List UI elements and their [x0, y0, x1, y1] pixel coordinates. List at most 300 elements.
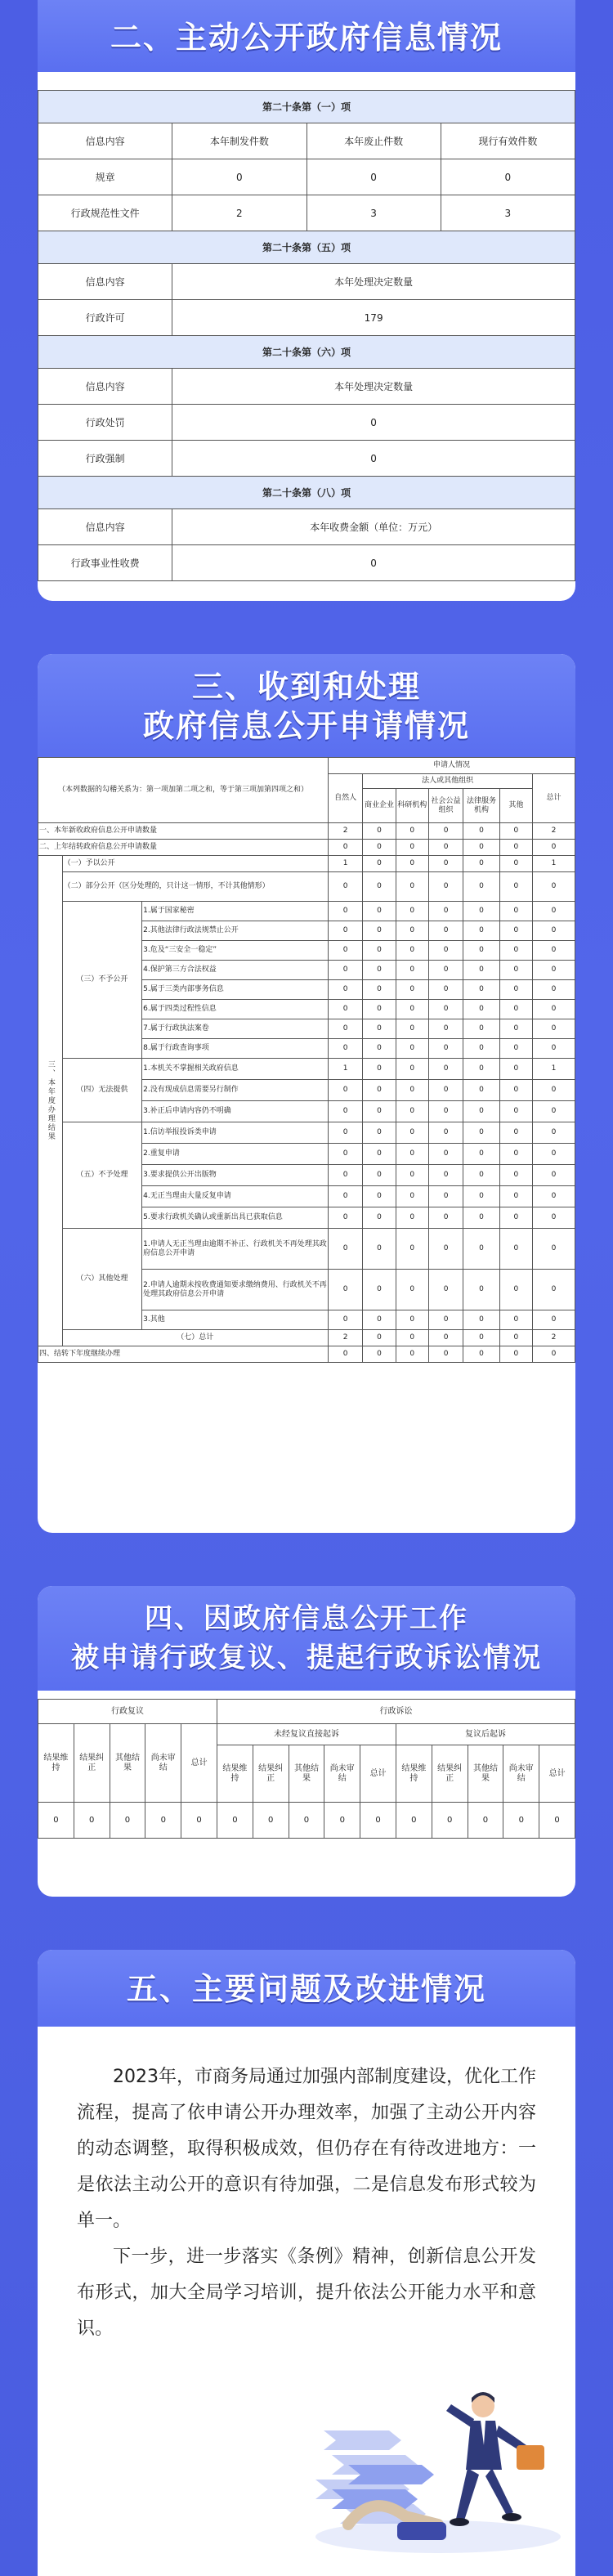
col-header: 尚未审结 — [324, 1745, 360, 1803]
cell: 1 — [328, 1059, 362, 1080]
cell: 0 — [328, 1039, 362, 1059]
cell: 0 — [328, 1122, 362, 1144]
cell: 0 — [428, 840, 463, 856]
cell: 0 — [396, 1039, 428, 1059]
cell: 2 — [328, 1330, 362, 1346]
cell: 0 — [499, 1000, 532, 1019]
cell: 3 — [441, 195, 575, 231]
sub-header: 社会公益组织 — [428, 789, 463, 823]
cell: 0 — [463, 856, 500, 872]
cell: 0 — [363, 1000, 396, 1019]
table-row — [38, 872, 575, 902]
cell: 0 — [172, 441, 575, 477]
cell: 0 — [499, 902, 532, 921]
table-row — [38, 1122, 575, 1144]
cell: 0 — [533, 1101, 575, 1122]
cell: 0 — [428, 1165, 463, 1186]
cell: 0 — [463, 961, 500, 980]
row-label: 8.属于行政查询事项 — [142, 1039, 329, 1059]
cell: 0 — [499, 1122, 532, 1144]
cell: 0 — [396, 1346, 428, 1363]
section-5-card — [38, 1950, 575, 2576]
col-header: 尚未审结 — [145, 1724, 181, 1803]
cell: 0 — [463, 1019, 500, 1039]
cell: 0 — [428, 1330, 463, 1346]
cell: 0 — [499, 1165, 532, 1186]
col-header: 本年收费金额（单位：万元） — [172, 509, 575, 545]
col-header: 现行有效件数 — [441, 123, 575, 159]
cell: 0 — [328, 1080, 362, 1101]
section-2-title: 二、主动公开政府信息情况 — [110, 20, 503, 56]
cell: 0 — [363, 1330, 396, 1346]
row-label: 1.本机关不掌握相关政府信息 — [142, 1059, 329, 1080]
cell: 0 — [428, 1186, 463, 1207]
cell: 0 — [363, 1101, 396, 1122]
cell: 0 — [328, 1207, 362, 1229]
cell: 0 — [396, 1080, 428, 1101]
cell: 0 — [468, 1803, 503, 1839]
cell: 1 — [533, 856, 575, 872]
cell: 0 — [533, 980, 575, 1000]
cell: 0 — [503, 1803, 539, 1839]
col-header: 结果维持 — [38, 1724, 74, 1803]
cell: 0 — [463, 1207, 500, 1229]
cell: 0 — [328, 961, 362, 980]
cell: 0 — [533, 1207, 575, 1229]
cell: 0 — [363, 1019, 396, 1039]
cell: 0 — [289, 1803, 324, 1839]
cell: 0 — [181, 1803, 217, 1839]
cell: 0 — [533, 1039, 575, 1059]
cell: 0 — [363, 1229, 396, 1270]
cell: 0 — [396, 1207, 428, 1229]
cell: 0 — [328, 941, 362, 961]
col-header: 总计 — [181, 1724, 217, 1803]
paragraph-2: 下一步，进一步落实《条例》精神，创新信息公开发布形式，加大全局学习培训，提升依法公开能力水平和意识。 — [77, 2247, 536, 2339]
cell: 0 — [360, 1803, 396, 1839]
col-header: 信息内容 — [38, 264, 172, 300]
cell: 0 — [396, 941, 428, 961]
cell: 0 — [428, 1270, 463, 1310]
cell: 0 — [499, 1229, 532, 1270]
cell: 0 — [396, 902, 428, 921]
sub-header: 商业企业 — [363, 789, 396, 823]
cell: 0 — [363, 1122, 396, 1144]
row-label: 5.属于三类内部事务信息 — [142, 980, 329, 1000]
cell: 0 — [463, 1165, 500, 1186]
cell: 0 — [463, 840, 500, 856]
cell: 0 — [533, 941, 575, 961]
cell: 0 — [499, 1330, 532, 1346]
row-label: 4.保护第三方合法权益 — [142, 961, 329, 980]
cell: 0 — [428, 1059, 463, 1080]
row-label: 7.属于行政执法案卷 — [142, 1019, 329, 1039]
cell: 0 — [396, 1019, 428, 1039]
col-header: 信息内容 — [38, 509, 172, 545]
table-note: （本列数据的勾稽关系为：第一项加第二项之和，等于第三项加第四项之和） — [38, 758, 329, 823]
row-label: 2.申请人逾期未按收费通知要求缴纳费用、行政机关不再处理其政府信息公开申请 — [142, 1270, 329, 1310]
row-label: 1.信访举报投诉类申请 — [142, 1122, 329, 1144]
cell: 0 — [428, 902, 463, 921]
cell: 0 — [499, 1039, 532, 1059]
cell: 0 — [172, 159, 306, 195]
cell: 0 — [533, 1165, 575, 1186]
cell: 0 — [428, 1346, 463, 1363]
col-header: 总计 — [539, 1745, 575, 1803]
cell: 0 — [499, 823, 532, 840]
cell: 0 — [463, 1186, 500, 1207]
cell: 0 — [396, 961, 428, 980]
sub-header: 科研机构 — [396, 789, 428, 823]
section-5-header — [38, 1950, 575, 2027]
cell: 0 — [363, 980, 396, 1000]
col-header: 其他结果 — [468, 1745, 503, 1803]
cell: 0 — [463, 1346, 500, 1363]
cell: 0 — [428, 823, 463, 840]
cell: 0 — [363, 1165, 396, 1186]
cell: 0 — [463, 1270, 500, 1310]
cell: 0 — [499, 1346, 532, 1363]
row-label: 2.其他法律行政法规禁止公开 — [142, 921, 329, 941]
cell: 0 — [396, 1165, 428, 1186]
cell: 0 — [172, 545, 575, 581]
cell: 0 — [428, 1000, 463, 1019]
legal-person-header: 法人或其他组织 — [363, 774, 533, 789]
cell: 0 — [363, 1346, 396, 1363]
applicant-header: 申请人情况 — [328, 758, 575, 774]
cell: 0 — [306, 159, 441, 195]
cell: 0 — [463, 941, 500, 961]
cell: 1 — [533, 1059, 575, 1080]
cell: 0 — [463, 1330, 500, 1346]
cell: 0 — [328, 1270, 362, 1310]
cell: 0 — [499, 840, 532, 856]
cell: 0 — [499, 856, 532, 872]
cell: 0 — [463, 1039, 500, 1059]
cell: 0 — [363, 1186, 396, 1207]
col-header: 本年制发件数 — [172, 123, 306, 159]
cell: 0 — [533, 1270, 575, 1310]
cell: 0 — [463, 1144, 500, 1165]
cell: 行政规范性文件 — [38, 195, 172, 231]
row-label: 1.申请人无正当理由逾期不补正、行政机关不再处理其政府信息公开申请 — [142, 1229, 329, 1270]
cell: 0 — [463, 980, 500, 1000]
cell: 0 — [533, 872, 575, 902]
cell: 0 — [428, 856, 463, 872]
cell: 0 — [428, 1019, 463, 1039]
cell: 0 — [396, 1059, 428, 1080]
cell: 0 — [328, 1229, 362, 1270]
g1-head: 第二十条第（一）项 — [38, 91, 575, 123]
cell: 0 — [463, 872, 500, 902]
row-label: 3.危及“三安全一稳定” — [142, 941, 329, 961]
cell: 0 — [145, 1803, 181, 1839]
cell: 1 — [328, 856, 362, 872]
cell: 0 — [363, 961, 396, 980]
section-3-card — [38, 654, 575, 1533]
cell: 0 — [328, 1310, 362, 1330]
table-row — [38, 1229, 575, 1270]
cell: 0 — [499, 1080, 532, 1101]
cell: 行政强制 — [38, 441, 172, 477]
cell: 规章 — [38, 159, 172, 195]
cell: 0 — [499, 1186, 532, 1207]
row-label: 4.无正当理由大量反复申请 — [142, 1186, 329, 1207]
cell: 2 — [172, 195, 306, 231]
cell: 0 — [463, 1122, 500, 1144]
cell: 0 — [533, 1000, 575, 1019]
section-2-header — [38, 0, 575, 72]
row-label: 3.补正后申请内容仍不明确 — [142, 1101, 329, 1122]
row-label: 6.属于四类过程性信息 — [142, 1000, 329, 1019]
row-label: 5.要求行政机关确认或重新出具已获取信息 — [142, 1207, 329, 1229]
col-header: 本年处理决定数量 — [172, 264, 575, 300]
cell: 0 — [172, 405, 575, 441]
col-header: 本年处理决定数量 — [172, 369, 575, 405]
group-label: （六）其他处理 — [62, 1229, 141, 1330]
cell: 0 — [363, 1059, 396, 1080]
col-header: 结果维持 — [217, 1745, 253, 1803]
cell: 2 — [533, 823, 575, 840]
cell: 0 — [533, 902, 575, 921]
col-header: 结果纠正 — [253, 1745, 289, 1803]
cell: 0 — [463, 1080, 500, 1101]
cell: 0 — [428, 961, 463, 980]
cell: 0 — [432, 1803, 468, 1839]
cell: 0 — [396, 840, 428, 856]
cell: 179 — [172, 300, 575, 336]
cell: 0 — [396, 1144, 428, 1165]
natural-person-header: 自然人 — [328, 774, 362, 823]
cell: 0 — [428, 941, 463, 961]
cell: 0 — [363, 1080, 396, 1101]
cell: 0 — [324, 1803, 360, 1839]
cell: 0 — [533, 961, 575, 980]
cell: 0 — [463, 921, 500, 941]
cell: 0 — [533, 1122, 575, 1144]
section-3-title-1: 三、收到和处理 — [191, 669, 421, 705]
row-label: 二、上年结转政府信息公开申请数量 — [38, 840, 329, 856]
cell: 0 — [499, 1207, 532, 1229]
g5-head: 第二十条第（五）项 — [38, 231, 575, 264]
cell: 0 — [328, 1000, 362, 1019]
cell: 0 — [396, 1000, 428, 1019]
cell: 0 — [428, 1122, 463, 1144]
cell: 0 — [396, 921, 428, 941]
cell: 0 — [499, 1270, 532, 1310]
table-row — [38, 1346, 575, 1363]
col-header: 信息内容 — [38, 369, 172, 405]
cell: 0 — [363, 902, 396, 921]
after-review-header: 复议后起诉 — [396, 1724, 575, 1745]
cell: 0 — [396, 1122, 428, 1144]
litigation-header: 行政诉讼 — [217, 1700, 575, 1724]
section-4-card — [38, 1586, 575, 1897]
cell: 0 — [463, 1229, 500, 1270]
table-row — [38, 1059, 575, 1080]
row-label: 2.重复申请 — [142, 1144, 329, 1165]
cell: 0 — [428, 1080, 463, 1101]
cell: 0 — [328, 1346, 362, 1363]
col-header: 尚未审结 — [503, 1745, 539, 1803]
cell: 0 — [533, 1186, 575, 1207]
cell: 0 — [463, 1101, 500, 1122]
col-header: 结果纠正 — [432, 1745, 468, 1803]
cell: 0 — [533, 1229, 575, 1270]
cell: 0 — [428, 1310, 463, 1330]
row-label: 四、结转下年度继续办理 — [38, 1346, 329, 1363]
cell: 0 — [499, 1019, 532, 1039]
businessman-illustration — [299, 2373, 569, 2561]
side-label: 三、本年度办理结果 — [38, 856, 63, 1346]
cell: 0 — [363, 941, 396, 961]
sub-header: 法律服务机构 — [463, 789, 500, 823]
table-row — [38, 856, 575, 872]
cell: 0 — [328, 1019, 362, 1039]
cell: 0 — [328, 1165, 362, 1186]
cell: 0 — [363, 823, 396, 840]
cell: 0 — [217, 1803, 253, 1839]
review-litigation-table — [38, 1699, 575, 1839]
cell: 0 — [428, 980, 463, 1000]
cell: 0 — [499, 941, 532, 961]
cell: 0 — [499, 1144, 532, 1165]
row-label: 1.属于国家秘密 — [142, 902, 329, 921]
total-header: 总计 — [533, 774, 575, 823]
cell: 0 — [396, 1310, 428, 1330]
cell: 0 — [396, 980, 428, 1000]
col-header: 结果纠正 — [74, 1724, 110, 1803]
cell: 0 — [328, 1144, 362, 1165]
col-header: 结果维持 — [396, 1745, 432, 1803]
cell: 0 — [396, 1270, 428, 1310]
section-5-title: 五、主要问题及改进情况 — [126, 1971, 486, 2007]
cell: 0 — [38, 1803, 74, 1839]
cell: 0 — [463, 1059, 500, 1080]
cell: 0 — [363, 1270, 396, 1310]
col-header: 信息内容 — [38, 123, 172, 159]
section-4-title-2: 被申请行政复议、提起行政诉讼情况 — [71, 1642, 542, 1674]
row-label: 一、本年新收政府信息公开申请数量 — [38, 823, 329, 840]
cell: 0 — [363, 1039, 396, 1059]
cell: 0 — [533, 1019, 575, 1039]
cell: 0 — [328, 921, 362, 941]
row-label: （二）部分公开（区分处理的，只计这一情形，不计其他情形） — [62, 872, 328, 902]
cell: 0 — [253, 1803, 289, 1839]
cell: 0 — [533, 840, 575, 856]
table-row — [38, 840, 575, 856]
cell: 0 — [499, 961, 532, 980]
cell: 2 — [533, 1330, 575, 1346]
table-row — [38, 1330, 575, 1346]
cell: 行政许可 — [38, 300, 172, 336]
cell: 0 — [396, 1330, 428, 1346]
cell: 0 — [396, 1101, 428, 1122]
cell: 0 — [396, 856, 428, 872]
cell: 0 — [110, 1803, 145, 1839]
g8-head: 第二十条第（八）项 — [38, 477, 575, 509]
cell: 0 — [74, 1803, 110, 1839]
row-label: （一）予以公开 — [62, 856, 328, 872]
cell: 行政处罚 — [38, 405, 172, 441]
cell: 0 — [463, 823, 500, 840]
cell: 0 — [428, 1144, 463, 1165]
cell: 3 — [306, 195, 441, 231]
section-2-card — [38, 0, 575, 601]
cell: 0 — [499, 1059, 532, 1080]
cell: 0 — [533, 1080, 575, 1101]
active-disclosure-table — [38, 90, 575, 581]
col-header: 其他结果 — [110, 1724, 145, 1803]
cell: 0 — [328, 840, 362, 856]
row-label: 2.没有现成信息需要另行制作 — [142, 1080, 329, 1101]
group-label: （三）不予公开 — [62, 902, 141, 1059]
cell: 0 — [428, 1039, 463, 1059]
cell: 0 — [463, 902, 500, 921]
cell: 0 — [428, 1101, 463, 1122]
cell: 0 — [533, 1144, 575, 1165]
row-label: （七）总计 — [62, 1330, 328, 1346]
sub-header: 其他 — [499, 789, 532, 823]
cell: 2 — [328, 823, 362, 840]
direct-suit-header: 未经复议直接起诉 — [217, 1724, 396, 1745]
cell: 0 — [363, 1144, 396, 1165]
section-4-title-1: 四、因政府信息公开工作 — [145, 1602, 468, 1635]
cell: 0 — [396, 1803, 432, 1839]
table-row — [38, 823, 575, 840]
cell: 0 — [328, 1186, 362, 1207]
cell: 0 — [533, 921, 575, 941]
table-row — [38, 902, 575, 921]
cell: 0 — [363, 840, 396, 856]
cell: 0 — [539, 1803, 575, 1839]
cell: 0 — [463, 1000, 500, 1019]
cell: 0 — [328, 980, 362, 1000]
cell: 0 — [428, 921, 463, 941]
col-header: 本年废止件数 — [306, 123, 441, 159]
cell: 0 — [363, 872, 396, 902]
cell: 0 — [328, 872, 362, 902]
cell: 0 — [396, 872, 428, 902]
cell: 0 — [499, 921, 532, 941]
cell: 0 — [533, 1310, 575, 1330]
section-3-header — [38, 654, 575, 757]
applications-table — [38, 757, 575, 1363]
row-label: 3.其他 — [142, 1310, 329, 1330]
paragraph-1: 2023年，市商务局通过加强内部制度建设，优化工作流程，提高了依申请公开办理效率，加强了主动公开内容的动态调整，取得积极成效，但仍存在有待改进地方：一是依法主动公开的意识有待加强，二是信息发布形式较为单一。 — [77, 2067, 536, 2231]
cell: 行政事业性收费 — [38, 545, 172, 581]
cell: 0 — [363, 921, 396, 941]
cell: 0 — [499, 1101, 532, 1122]
cell: 0 — [428, 1229, 463, 1270]
g6-head: 第二十条第（六）项 — [38, 336, 575, 369]
col-header: 总计 — [360, 1745, 396, 1803]
col-header: 其他结果 — [289, 1745, 324, 1803]
cell: 0 — [363, 1310, 396, 1330]
cell: 0 — [499, 980, 532, 1000]
cell: 0 — [396, 823, 428, 840]
group-label: （五）不予处理 — [62, 1122, 141, 1229]
cell: 0 — [328, 1101, 362, 1122]
cell: 0 — [428, 1207, 463, 1229]
section-4-header — [38, 1586, 575, 1691]
cell: 0 — [499, 1310, 532, 1330]
cell: 0 — [328, 902, 362, 921]
row-label: 3.要求提供公开出版物 — [142, 1165, 329, 1186]
cell: 0 — [533, 1346, 575, 1363]
cell: 0 — [428, 872, 463, 902]
cell: 0 — [396, 1186, 428, 1207]
